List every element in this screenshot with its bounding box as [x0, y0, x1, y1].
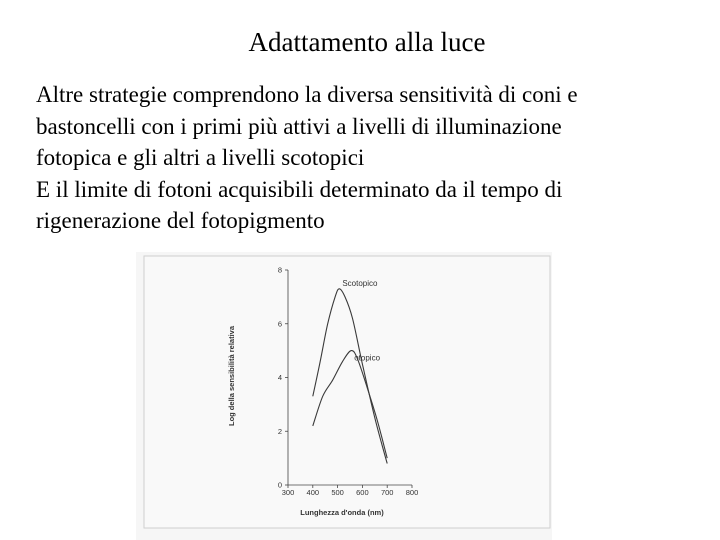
y-tick-label: 6 — [277, 319, 282, 329]
slide-title: Adattamento alla luce — [248, 27, 486, 57]
series-label: otopico — [354, 353, 381, 363]
series-label: Scotopico — [342, 278, 378, 288]
sensitivity-chart — [136, 252, 552, 540]
chart-frame — [144, 256, 550, 528]
x-tick-label: 800 — [405, 488, 419, 497]
y-tick-label: 4 — [277, 373, 282, 382]
y-tick-label: 0 — [277, 480, 282, 490]
body-line: fotopica e gli altri a livelli scotopici — [36, 145, 365, 170]
x-tick-label: 700 — [380, 488, 394, 497]
y-tick-label: 8 — [277, 265, 282, 275]
body-line: bastoncelli con i primi più attivi a livelli di illuminazione — [36, 113, 562, 139]
body-text — [36, 79, 706, 237]
x-tick-label: 600 — [356, 488, 369, 497]
body-line: rigenerazione del fotopigmento — [36, 208, 325, 233]
x-axis-label: Lunghezza d'onda (nm) — [300, 508, 384, 517]
body-line: E il limite di fotoni acquisibili determinato da il tempo di — [36, 176, 563, 202]
y-axis-label: Log della sensibilità relativa — [227, 325, 236, 427]
x-tick-label: 500 — [331, 488, 344, 497]
y-tick-label: 2 — [277, 426, 282, 436]
x-tick-label: 400 — [306, 488, 320, 497]
x-tick-label: 300 — [281, 488, 295, 497]
sensitivity-chart-figure — [136, 252, 552, 540]
body-line: Altre strategie comprendono la diversa sensitività di coni e — [36, 82, 578, 107]
